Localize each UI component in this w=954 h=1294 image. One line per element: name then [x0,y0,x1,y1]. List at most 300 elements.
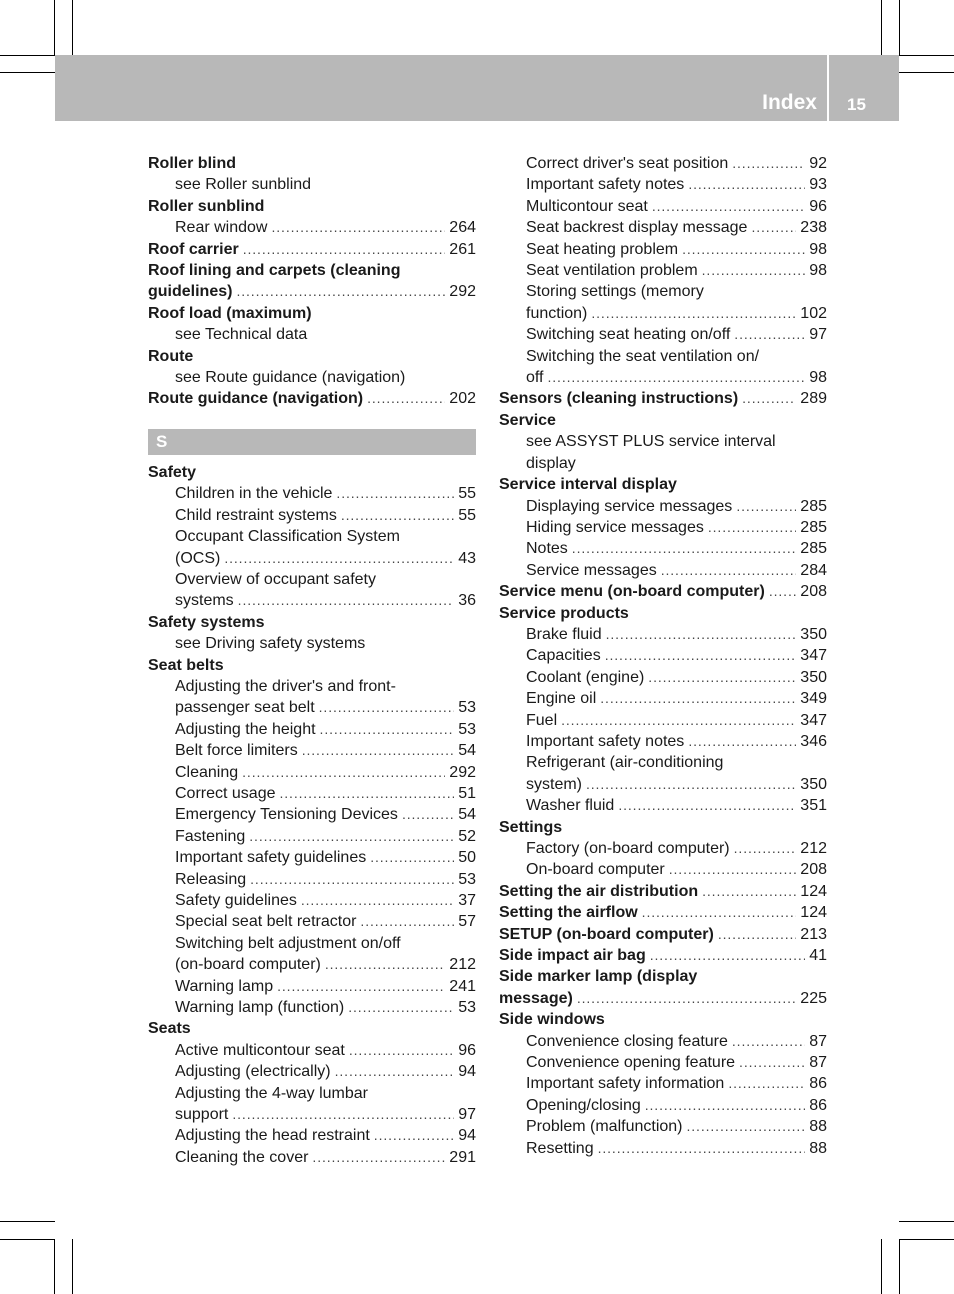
section-heading-s: S [148,429,476,455]
entry-text: Convenience closing feature [526,1032,728,1050]
page-reference: 346 [800,732,827,750]
entry-text: Problem (malfunction) [526,1118,683,1136]
crop-mark [0,1221,55,1222]
index-subentry [499,859,827,880]
page-reference: 124 [800,882,827,900]
entry-text: Roof load (maximum) [148,304,312,322]
entry-text: Adjusting the driver's and front- [175,677,396,695]
crop-mark [881,0,882,55]
entry-text: Seat ventilation problem [526,262,698,280]
entry-text: message) [499,989,573,1007]
page-reference: 87 [809,1032,827,1050]
index-entry [499,410,827,431]
index-subentry [499,1052,827,1073]
entry-text: Roof lining and carpets (cleaning [148,262,401,280]
dot-leader [688,174,805,195]
entry-text: Belt force limiters [175,742,298,760]
entry-text: Important safety notes [526,176,685,194]
index-entry [148,196,476,217]
entry-text: see Driving safety systems [175,635,366,653]
entry-text: Side windows [499,1011,605,1029]
page-reference: 92 [809,155,827,172]
index-subentry [148,1104,476,1125]
index-subentry [499,1031,827,1052]
page-reference: 285 [800,497,827,515]
index-entry [148,260,476,281]
dot-leader [280,783,455,804]
index-subentry [499,303,827,324]
index-list-r [148,153,476,410]
dot-leader [688,731,796,752]
dot-leader [243,239,446,260]
page-reference: 289 [800,390,827,408]
index-subentry [148,569,476,590]
index-subentry [148,997,476,1018]
index-entry [499,581,827,602]
index-subentry [148,783,476,804]
dot-leader [370,847,454,868]
dot-leader [325,954,445,975]
dot-leader [598,1138,806,1159]
index-entry [499,966,827,987]
entry-text: display [526,454,576,472]
index-column-right [499,153,827,1159]
index-subentry [148,1061,476,1082]
dot-leader [642,902,797,923]
entry-text: (on-board computer) [175,956,321,974]
entry-text: Adjusting the 4-way lumbar [175,1084,368,1102]
index-entry [499,881,827,902]
dot-leader [271,217,445,238]
index-subentry [148,526,476,547]
index-entry [499,988,827,1009]
entry-text: Cleaning the cover [175,1148,309,1166]
index-subentry [499,538,827,559]
page-number: 15 [847,95,866,114]
index-subentry [499,217,827,238]
index-subentry [148,1147,476,1168]
dot-leader [645,1095,805,1116]
dot-leader [250,869,454,890]
index-subentry [499,1116,827,1137]
index-subentry [499,239,827,260]
page-reference: 53 [458,870,476,888]
index-entry [499,924,827,945]
dot-leader [606,624,797,645]
entry-text: Important safety notes [526,732,685,750]
page-reference: 88 [809,1139,827,1157]
index-subentry [148,719,476,740]
dot-leader [742,388,796,409]
dot-leader [652,196,805,217]
entry-text: Roof carrier [148,240,239,258]
page-reference: 285 [800,518,827,536]
entry-text: Setting the airflow [499,904,638,922]
index-subentry [499,774,827,795]
page-reference: 225 [800,989,827,1007]
dot-leader [600,688,796,709]
entry-text: Multicontour seat [526,197,648,215]
page-reference: 51 [458,784,476,802]
page-reference: 238 [800,219,827,237]
entry-text: Storing settings (memory [526,283,704,301]
index-subentry [499,517,827,538]
dot-leader [402,804,454,825]
entry-text: Safety guidelines [175,892,297,909]
dot-leader [242,762,445,783]
page-reference: 50 [458,849,476,867]
dot-leader [572,538,797,559]
index-subentry [499,324,827,345]
entry-text: Adjusting the head restraint [175,1127,370,1145]
entry-text: Seat belts [148,656,224,674]
page-reference: 52 [458,827,476,845]
index-entry [499,817,827,838]
entry-text: Side marker lamp (display [499,968,698,986]
page-reference: 97 [809,326,827,344]
entry-text: Capacities [526,647,601,665]
index-entry [148,612,476,633]
crop-mark [54,1239,55,1294]
page-reference: 208 [800,861,827,879]
entry-text: Service [499,411,556,429]
page-reference: 94 [458,1127,476,1145]
index-subentry [499,731,827,752]
index-subentry [148,633,476,654]
header-bar [55,55,827,121]
entry-text: Important safety information [526,1075,725,1093]
dot-leader [687,1116,806,1137]
dot-leader [232,1104,454,1125]
index-subentry [499,560,827,581]
index-entry [499,945,827,966]
dot-leader [769,581,796,602]
index-subentry [499,153,827,174]
index-subentry [499,795,827,816]
entry-text: Warning lamp [175,977,274,995]
page-reference: 54 [458,742,476,760]
page-title: Index [762,91,817,114]
index-subentry [148,976,476,997]
entry-text: SETUP (on-board computer) [499,925,714,943]
entry-text: passenger seat belt [175,699,315,717]
entry-text: Settings [499,818,563,836]
index-subentry [148,911,476,932]
page-reference: 261 [449,240,476,258]
index-subentry [499,1073,827,1094]
page-reference: 291 [449,1148,476,1166]
page-reference: 97 [458,1106,476,1124]
crop-mark [899,55,954,56]
page-reference: 36 [458,592,476,610]
dot-leader [561,710,796,731]
page-reference: 53 [458,999,476,1017]
dot-leader [348,997,454,1018]
index-subentry [499,752,827,773]
page-reference: 43 [458,549,476,567]
entry-text: Hiding service messages [526,518,704,536]
page-reference: 88 [809,1118,827,1136]
index-entry [148,462,476,483]
dot-leader [341,505,454,526]
dot-leader [732,1031,805,1052]
page-reference: 351 [800,797,827,815]
page-reference: 212 [800,840,827,857]
entry-text: see Roller sunblind [175,176,312,194]
entry-text: systems [175,592,234,610]
entry-text: Safety systems [148,613,265,631]
entry-text: Service products [499,604,629,622]
entry-text: Switching the seat ventilation on/ [526,347,760,365]
entry-text: (OCS) [175,549,221,567]
page-reference: 292 [449,283,476,301]
index-subentry [148,697,476,718]
page-reference: 347 [800,647,827,665]
index-subentry [148,804,476,825]
entry-text: Emergency Tensioning Devices [175,806,398,824]
index-subentry [499,1095,827,1116]
page-reference: 350 [800,775,827,793]
entry-text: Seats [148,1020,191,1038]
entry-text: Sensors (cleaning instructions) [499,390,739,408]
page-reference: 54 [458,806,476,824]
dot-leader [586,774,796,795]
index-entry [148,346,476,367]
dot-leader [702,260,806,281]
index-entry [148,1018,476,1039]
crop-mark [899,1239,900,1294]
page-reference: 96 [458,1041,476,1059]
dot-leader [312,1147,445,1168]
entry-text: Overview of occupant safety [175,570,376,588]
index-subentry [148,933,476,954]
entry-text: Children in the vehicle [175,485,333,503]
page-reference: 53 [458,699,476,717]
index-subentry [148,869,476,890]
entry-text: Brake fluid [526,625,602,643]
index-subentry [499,838,827,859]
index-subentry [148,1040,476,1061]
index-entry [499,603,827,624]
dot-leader [648,667,796,688]
entry-text: Important safety guidelines [175,849,367,867]
entry-text: Displaying service messages [526,497,733,515]
entry-text: see Technical data [175,326,308,344]
entry-text: Child restraint systems [175,506,337,524]
index-subentry [148,505,476,526]
index-entry [148,239,476,260]
dot-leader [236,281,445,302]
entry-text: Occupant Classification System [175,528,400,546]
index-subentry [148,847,476,868]
page-reference: 55 [458,485,476,503]
index-subentry [499,688,827,709]
dot-leader [650,945,805,966]
entry-text: Safety [148,463,197,481]
entry-text: On-board computer [526,861,665,879]
index-entry [148,655,476,676]
index-entry [499,474,827,495]
entry-text: Active multicontour seat [175,1041,345,1059]
entry-text: Service messages [526,561,657,579]
page-reference: 41 [809,947,827,965]
page-reference: 350 [800,668,827,686]
dot-leader [548,367,806,388]
index-subentry [499,196,827,217]
page-reference: 212 [449,956,476,974]
index-subentry [148,324,476,345]
dot-leader [577,988,796,1009]
dot-leader [718,924,796,945]
index-subentry [499,346,827,367]
dot-leader [301,890,454,911]
entry-text: Correct driver's seat position [526,155,729,172]
entry-text: Seat backrest display message [526,219,748,237]
entry-text: see Route guidance (navigation) [175,369,406,387]
index-entry [499,388,827,409]
index-entry [499,1009,827,1030]
crop-mark [0,72,55,73]
entry-text: Refrigerant (air-conditioning [526,754,724,772]
page-reference: 349 [800,690,827,708]
entry-text: Rear window [175,219,268,237]
dot-leader [335,1061,455,1082]
entry-text: off [526,369,544,387]
page-reference: 213 [800,925,827,943]
dot-leader [669,859,797,880]
entry-text: Notes [526,540,568,558]
index-subentry [499,367,827,388]
index-subentry [148,954,476,975]
entry-text: Releasing [175,870,247,888]
dot-leader [618,795,796,816]
index-subentry [499,174,827,195]
page-reference: 124 [800,904,827,922]
entry-text: see ASSYST PLUS service interval [526,433,776,451]
entry-text: Roller blind [148,155,236,172]
index-subentry [499,453,827,474]
entry-text: Factory (on-board computer) [526,840,730,857]
page-reference: 285 [800,540,827,558]
page-reference: 292 [449,763,476,781]
index-subentry [148,890,476,911]
index-subentry [148,740,476,761]
crop-mark [0,55,55,56]
index-list-s [148,462,476,1168]
dot-leader [374,1125,454,1146]
dot-leader [277,976,445,997]
entry-text: Route guidance (navigation) [148,390,364,408]
index-column-left [148,153,476,1168]
dot-leader [736,496,796,517]
dot-leader [661,560,797,581]
entry-text: Washer fluid [526,797,615,815]
dot-leader [302,740,455,761]
dot-leader [336,483,454,504]
entry-text: Engine oil [526,690,597,708]
index-entry [499,902,827,923]
dot-leader [739,1052,805,1073]
entry-text: Resetting [526,1139,594,1157]
page-reference: 87 [809,1054,827,1072]
dot-leader [320,719,455,740]
page-reference: 37 [458,892,476,909]
page-reference: 241 [449,977,476,995]
page-reference: 264 [449,219,476,237]
page-reference: 98 [809,240,827,258]
page-reference: 208 [800,583,827,601]
entry-text: Service menu (on-board computer) [499,583,765,601]
dot-leader [367,388,445,409]
dot-leader [360,911,454,932]
index-subentry [499,496,827,517]
dot-leader [708,517,796,538]
index-subentry [148,676,476,697]
index-subentry [499,667,827,688]
entry-text: Cleaning [175,763,239,781]
crop-mark [899,0,900,55]
dot-leader [249,826,454,847]
dot-leader [224,548,454,569]
index-entry [148,303,476,324]
entry-text: Roller sunblind [148,197,265,215]
index-subentry [148,483,476,504]
page-reference: 53 [458,720,476,738]
entry-text: function) [526,304,588,322]
entry-text: support [175,1106,229,1124]
crop-mark [0,1239,55,1240]
entry-text: Adjusting (electrically) [175,1063,331,1081]
page-reference: 94 [458,1063,476,1081]
crop-mark [899,72,954,73]
index-entry [148,388,476,409]
entry-text: Seat heating problem [526,240,679,258]
index-subentry [148,367,476,388]
dot-leader [734,838,797,859]
index-subentry [499,710,827,731]
entry-text: Switching seat heating on/off [526,326,731,344]
entry-text: Side impact air bag [499,947,646,965]
dot-leader [349,1040,454,1061]
index-list-s-continued [499,153,827,1159]
page-reference: 93 [809,176,827,194]
dot-leader [591,303,796,324]
index-subentry [148,590,476,611]
entry-text: Fuel [526,711,558,729]
page-reference: 284 [800,561,827,579]
page-reference: 102 [800,304,827,322]
page-reference: 350 [800,625,827,643]
index-subentry [148,1083,476,1104]
entry-text: Convenience opening feature [526,1054,736,1072]
page-reference: 57 [458,913,476,931]
entry-text: Warning lamp (function) [175,999,345,1017]
entry-text: Coolant (engine) [526,668,645,686]
index-subentry [148,548,476,569]
dot-leader [319,697,455,718]
index-subentry [148,826,476,847]
page-reference: 86 [809,1075,827,1093]
entry-text: Switching belt adjustment on/off [175,934,401,952]
dot-leader [734,324,805,345]
page-reference: 347 [800,711,827,729]
index-entry [148,281,476,302]
crop-mark [72,0,73,55]
crop-mark [881,1239,882,1294]
index-subentry [148,762,476,783]
dot-leader [732,153,805,174]
index-subentry [499,624,827,645]
